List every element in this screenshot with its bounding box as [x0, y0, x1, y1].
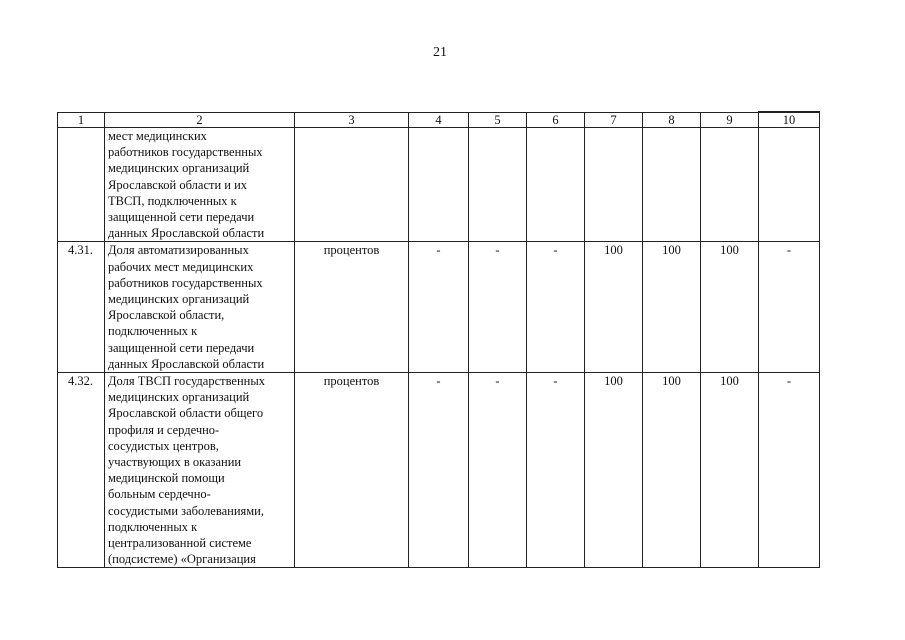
unit-cell: [295, 128, 409, 242]
header-cell-6: 6: [527, 112, 585, 128]
table-row: [58, 373, 820, 568]
value-cell-col5: [469, 128, 527, 242]
indicator-line: Доля автоматизированных: [108, 243, 249, 258]
indicator-line: профиля и сердечно-: [108, 422, 220, 437]
indicator-line: работников государственных: [108, 145, 263, 160]
value-cell-col5: -: [469, 373, 527, 568]
indicator-line: мест медицинских: [108, 129, 207, 143]
indicator-table: [57, 111, 820, 568]
value-cell-col9: 100: [701, 242, 759, 373]
value-cell-col7: 100: [585, 242, 643, 373]
header-cell-3: 3: [295, 112, 409, 128]
indicator-name: [105, 242, 295, 373]
indicator-line: Доля ТВСП государственных: [108, 374, 265, 389]
value-cell-col4: [409, 128, 469, 242]
value-cell-col9: [701, 128, 759, 242]
indicator-line: рабочих мест медицинских: [108, 259, 254, 274]
value-cell-col4: -: [409, 242, 469, 373]
value-cell-col6: -: [527, 242, 585, 373]
row-number: [58, 128, 105, 242]
value-cell-col8: 100: [643, 242, 701, 373]
value-cell-col9: 100: [701, 373, 759, 568]
indicator-line: больным сердечно-: [108, 487, 211, 502]
header-cell-4: 4: [409, 112, 469, 128]
value-cell-col10: [759, 128, 820, 242]
indicator-line: защищенной сети передачи: [108, 210, 255, 225]
indicator-line: сосудистыми заболеваниями,: [108, 503, 264, 518]
indicator-line: централизованной системе: [108, 536, 252, 551]
indicator-name: [105, 128, 295, 242]
indicator-line: медицинской помощи: [108, 471, 225, 486]
value-cell-col6: -: [527, 373, 585, 568]
header-cell-1: 1: [58, 112, 105, 128]
value-cell-col10: -: [759, 373, 820, 568]
indicator-line: защищенной сети передачи: [108, 340, 255, 355]
value-cell-col6: [527, 128, 585, 242]
table-row: [58, 128, 820, 242]
indicator-line: подключенных к: [108, 519, 198, 534]
indicator-line: участвующих в оказании: [108, 455, 242, 470]
indicator-line: ТВСП, подключенных к: [108, 193, 237, 208]
value-cell-col5: -: [469, 242, 527, 373]
value-cell-col7: [585, 128, 643, 242]
unit-cell: процентов: [295, 373, 409, 568]
indicator-line: Ярославской области и их: [108, 177, 248, 192]
value-cell-col10: -: [759, 242, 820, 373]
indicator-line: медицинских организаций: [108, 390, 250, 405]
header-cell-10: 10: [759, 112, 820, 128]
unit-cell: процентов: [295, 242, 409, 373]
value-cell-col7: 100: [585, 373, 643, 568]
table-header-row: [58, 112, 820, 128]
header-cell-2: 2: [105, 112, 295, 128]
indicator-line: медицинских организаций: [108, 292, 250, 307]
indicator-line: Ярославской области,: [108, 308, 225, 323]
header-cell-7: 7: [585, 112, 643, 128]
indicator-line: работников государственных: [108, 275, 263, 290]
value-cell-col8: [643, 128, 701, 242]
value-cell-col8: 100: [643, 373, 701, 568]
indicator-line: медицинских организаций: [108, 161, 250, 176]
row-number: 4.32.: [58, 373, 105, 568]
header-cell-8: 8: [643, 112, 701, 128]
indicator-line: данных Ярославской области: [108, 226, 265, 241]
indicator-line: подключенных к: [108, 324, 198, 339]
table-row: [58, 242, 820, 373]
indicator-line: данных Ярославской области: [108, 356, 265, 371]
header-cell-5: 5: [469, 112, 527, 128]
row-number: 4.31.: [58, 242, 105, 373]
indicator-line: сосудистых центров,: [108, 438, 219, 453]
indicator-line: (подсистеме) «Организация: [108, 552, 256, 567]
indicator-line: Ярославской области общего: [108, 406, 264, 421]
page-number: 21: [433, 45, 447, 60]
header-cell-9: 9: [701, 112, 759, 128]
indicator-name: [105, 373, 295, 568]
value-cell-col4: -: [409, 373, 469, 568]
